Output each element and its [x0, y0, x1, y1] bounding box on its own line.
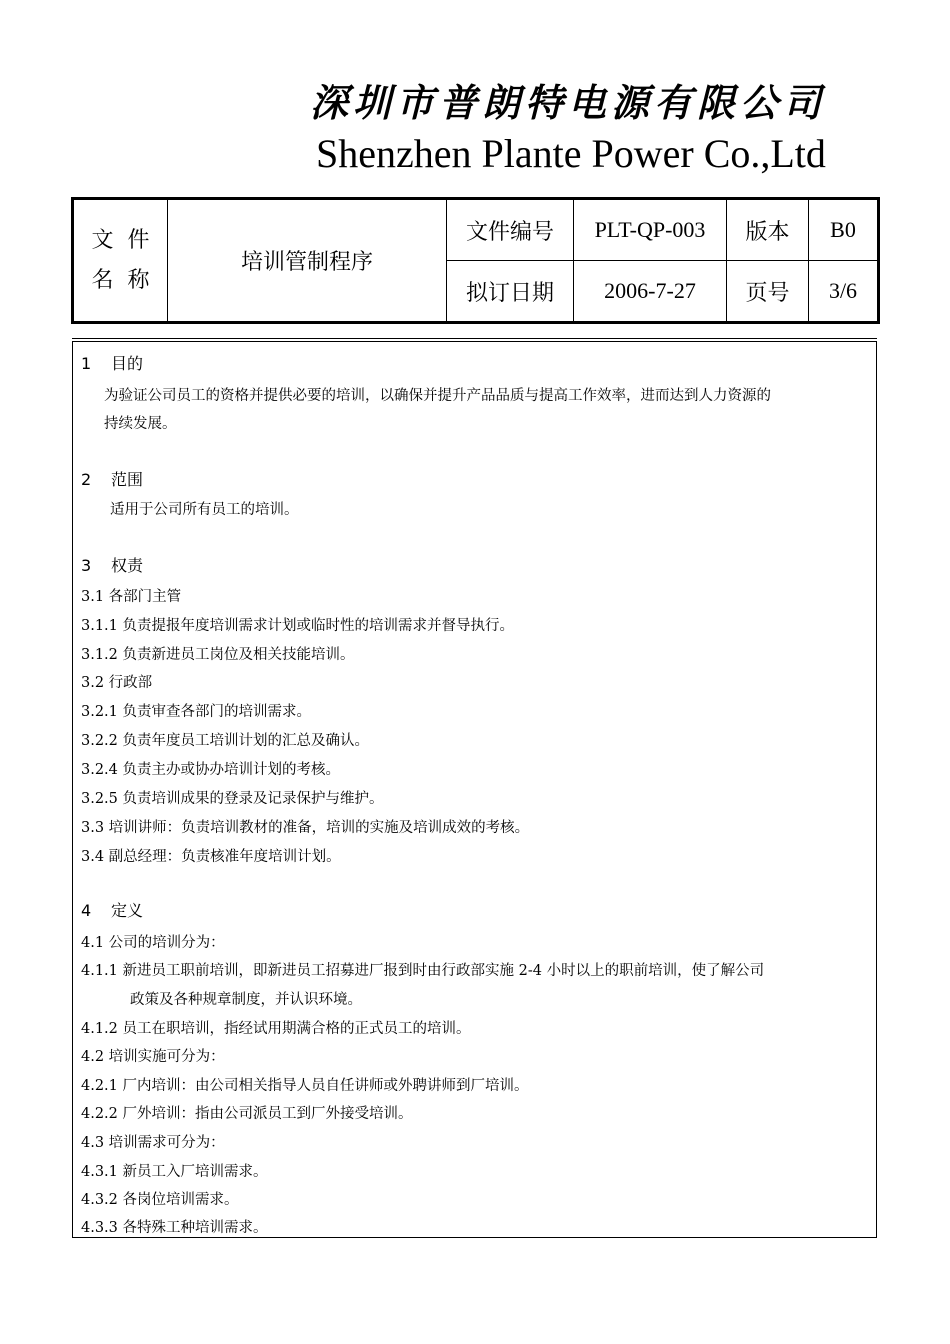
- page-value: 3/6: [809, 261, 879, 323]
- list-item: 4.3.1 新员工入厂培训需求。: [81, 1164, 268, 1180]
- list-item: 3.1 各部门主管: [81, 589, 182, 605]
- section-3-number: 3: [81, 556, 92, 575]
- version-label: 版本: [727, 199, 809, 261]
- list-item: 3.2.4 负责主办或协办培训计划的考核。: [81, 762, 341, 778]
- doc-name-label-line1: 文 件: [91, 227, 150, 253]
- section-2-heading: [81, 467, 143, 490]
- document-header-table: [71, 197, 880, 324]
- list-item: 政策及各种规章制度，并认识环境。: [130, 992, 362, 1008]
- section-1-title: 目的: [111, 354, 144, 373]
- section-1-heading: [81, 351, 143, 374]
- section-1-number: 1: [81, 354, 92, 373]
- doc-name-label-line2: 名 称: [91, 267, 150, 293]
- section-4-title: 定义: [111, 901, 144, 920]
- doc-no-label: 文件编号: [447, 199, 574, 261]
- list-item: 3.4 副总经理：负责核准年度培训计划。: [81, 849, 341, 865]
- list-item: 3.2.2 负责年度员工培训计划的汇总及确认。: [81, 733, 370, 749]
- version-value: B0: [809, 199, 879, 261]
- list-item: 4.2.2 厂外培训：指由公司派员工到厂外接受培训。: [81, 1106, 413, 1122]
- list-item: 3.2.5 负责培训成果的登录及记录保护与维护。: [81, 791, 384, 807]
- doc-title: 培训管制程序: [168, 199, 447, 323]
- doc-name-label: [73, 199, 168, 323]
- list-item: 4.2.1 厂内培训：由公司相关指导人员自任讲师或外聘讲师到厂培训。: [81, 1078, 529, 1094]
- list-item: 4.1 公司的培训分为：: [81, 935, 225, 951]
- list-item: 3.3 培训讲师：负责培训教材的准备，培训的实施及培训成效的考核。: [81, 820, 530, 836]
- company-name-en: Shenzhen Plante Power Co.,Ltd: [316, 131, 826, 176]
- section-3-heading: [81, 553, 143, 576]
- list-item: 3.2.1 负责审查各部门的培训需求。: [81, 704, 312, 720]
- list-item: 4.2 培训实施可分为：: [81, 1049, 225, 1065]
- date-label: 拟订日期: [447, 261, 574, 323]
- list-item: 3.1.1 负责提报年度培训需求计划或临时性的培训需求并督导执行。: [81, 618, 515, 634]
- list-item: 4.1.2 员工在职培训，指经试用期满合格的正式员工的培训。: [81, 1021, 471, 1037]
- section-2-title: 范围: [111, 470, 144, 489]
- company-name-cn: 深圳市普朗特电源有限公司: [310, 80, 827, 125]
- list-item: 3.1.2 负责新进员工岗位及相关技能培训。: [81, 647, 355, 663]
- section-2-text: 适用于公司所有员工的培训。: [110, 502, 299, 518]
- doc-no-value: PLT-QP-003: [574, 199, 727, 261]
- section-1-text-1: 为验证公司员工的资格并提供必要的培训，以确保并提升产品品质与提高工作效率，进而达到人力资源的: [104, 388, 771, 404]
- list-item: 4.3.3 各特殊工种培训需求。: [81, 1220, 268, 1236]
- list-item: 4.1.1 新进员工职前培训，即新进员工招募进厂报到时由行政部实施 2-4 小时以上的职前培训，使了解公司: [81, 963, 765, 979]
- section-3-title: 权责: [111, 556, 144, 575]
- list-item: 3.2 行政部: [81, 675, 153, 691]
- date-value: 2006-7-27: [574, 261, 727, 323]
- section-4-number: 4: [81, 901, 92, 920]
- list-item: 4.3 培训需求可分为：: [81, 1135, 225, 1151]
- section-2-number: 2: [81, 470, 92, 489]
- page-label: 页号: [727, 261, 809, 323]
- section-1-text-2: 持续发展。: [104, 416, 177, 432]
- section-4-heading: [81, 898, 143, 921]
- list-item: 4.3.2 各岗位培训需求。: [81, 1192, 239, 1208]
- body-top-rule: [72, 338, 877, 339]
